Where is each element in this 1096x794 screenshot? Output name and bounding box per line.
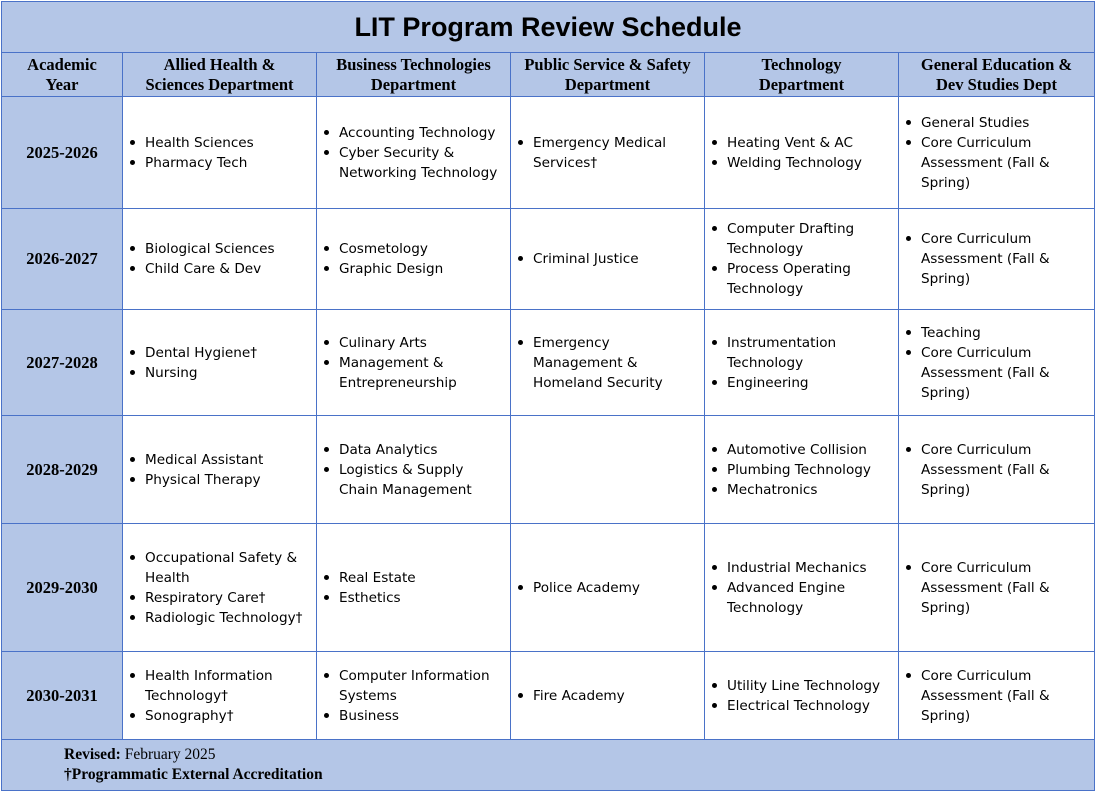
program-item: Occupational Safety & Health — [145, 548, 312, 588]
general-education-cell — [899, 97, 1095, 209]
business-tech-cell — [317, 310, 511, 416]
program-list — [705, 219, 898, 299]
page-title: LIT Program Review Schedule — [2, 2, 1095, 53]
business-tech-cell — [317, 652, 511, 740]
program-item: Dental Hygiene† — [145, 343, 312, 363]
program-item: Mechatronics — [727, 480, 894, 500]
program-list — [705, 676, 898, 716]
table-row — [2, 97, 1095, 209]
program-list — [899, 558, 1094, 618]
public-service-header — [511, 53, 705, 97]
allied-health-cell — [123, 652, 317, 740]
academic-year-cell: 2025-2026 — [2, 97, 123, 209]
program-item: Core Curriculum Assessment (Fall & Spring) — [921, 133, 1090, 193]
header-row — [2, 53, 1095, 97]
general-education-cell — [899, 416, 1095, 524]
general-education-cell — [899, 652, 1095, 740]
program-list — [899, 323, 1094, 403]
program-item: Advanced Engine Technology — [727, 578, 894, 618]
program-item: Biological Sciences — [145, 239, 312, 259]
program-item: Heating Vent & AC — [727, 133, 894, 153]
business-tech-cell — [317, 97, 511, 209]
program-list — [705, 133, 898, 173]
program-list — [317, 568, 510, 608]
program-item: Fire Academy — [533, 686, 700, 706]
program-item: Core Curriculum Assessment (Fall & Spring) — [921, 558, 1090, 618]
program-item: Police Academy — [533, 578, 700, 598]
academic-year-cell: 2026-2027 — [2, 209, 123, 310]
academic-year-header — [2, 53, 123, 97]
program-item: General Studies — [921, 113, 1090, 133]
program-list — [511, 249, 704, 269]
technology-cell — [705, 97, 899, 209]
technology-header — [705, 53, 899, 97]
program-item: Welding Technology — [727, 153, 894, 173]
program-list — [123, 133, 316, 173]
allied-health-header — [123, 53, 317, 97]
program-item: Esthetics — [339, 588, 506, 608]
header-line: Department — [758, 74, 845, 94]
program-item: Emergency Medical Services† — [533, 133, 700, 173]
business-tech-cell — [317, 209, 511, 310]
program-item: Core Curriculum Assessment (Fall & Spring) — [921, 343, 1090, 403]
program-item: Data Analytics — [339, 440, 506, 460]
footer-notes — [2, 740, 1095, 791]
program-item: Respiratory Care† — [145, 588, 312, 608]
program-item: Health Information Technology† — [145, 666, 312, 706]
program-item: Pharmacy Tech — [145, 153, 312, 173]
program-item: Radiologic Technology† — [145, 608, 312, 628]
program-item: Automotive Collision — [727, 440, 894, 460]
program-item: Core Curriculum Assessment (Fall & Spring) — [921, 440, 1090, 500]
business-tech-cell — [317, 416, 511, 524]
program-item: Physical Therapy — [145, 470, 312, 490]
table-row — [2, 652, 1095, 740]
program-item: Child Care & Dev — [145, 259, 312, 279]
program-item: Criminal Justice — [533, 249, 700, 269]
academic-year-cell: 2029-2030 — [2, 524, 123, 652]
program-list — [899, 440, 1094, 500]
program-item: Nursing — [145, 363, 312, 383]
header-line: Academic — [27, 54, 97, 74]
program-item: Electrical Technology — [727, 696, 894, 716]
general-education-cell — [899, 310, 1095, 416]
header-line: Technology — [761, 54, 842, 74]
program-item: Emergency Management & Homeland Security — [533, 333, 700, 393]
academic-year-cell: 2030-2031 — [2, 652, 123, 740]
header-line: Dev Studies Dept — [935, 74, 1057, 94]
program-item: Instrumentation Technology — [727, 333, 894, 373]
public-service-cell — [511, 97, 705, 209]
table-row — [2, 416, 1095, 524]
public-service-cell — [511, 209, 705, 310]
program-list — [123, 450, 316, 490]
program-list — [123, 548, 316, 628]
public-service-cell — [511, 416, 705, 524]
academic-year-cell: 2028-2029 — [2, 416, 123, 524]
public-service-cell — [511, 524, 705, 652]
public-service-cell — [511, 310, 705, 416]
program-list — [317, 666, 510, 726]
revised-date: February 2025 — [120, 746, 216, 763]
program-list — [705, 558, 898, 618]
program-item: Logistics & Supply Chain Management — [339, 460, 506, 500]
program-list — [317, 239, 510, 279]
technology-cell — [705, 416, 899, 524]
program-item: Core Curriculum Assessment (Fall & Spring) — [921, 666, 1090, 726]
general-education-cell — [899, 524, 1095, 652]
program-item: Process Operating Technology — [727, 259, 894, 299]
program-item: Plumbing Technology — [727, 460, 894, 480]
header-line: Allied Health & — [163, 54, 276, 74]
program-item: Industrial Mechanics — [727, 558, 894, 578]
program-item: Engineering — [727, 373, 894, 393]
public-service-cell — [511, 652, 705, 740]
program-item: Graphic Design — [339, 259, 506, 279]
program-item: Teaching — [921, 323, 1090, 343]
program-item: Real Estate — [339, 568, 506, 588]
header-line: Department — [564, 74, 651, 94]
program-item: Cyber Security & Networking Technology — [339, 143, 506, 183]
program-list — [511, 686, 704, 706]
program-item: Utility Line Technology — [727, 676, 894, 696]
header-line: Year — [45, 74, 79, 94]
general-education-cell — [899, 209, 1095, 310]
program-review-table — [1, 1, 1095, 791]
technology-cell — [705, 652, 899, 740]
program-item: Cosmetology — [339, 239, 506, 259]
program-list — [511, 133, 704, 173]
program-list — [317, 333, 510, 393]
program-list — [899, 113, 1094, 193]
program-list — [123, 239, 316, 279]
program-list — [511, 578, 704, 598]
technology-cell — [705, 310, 899, 416]
program-item: Management & Entrepreneurship — [339, 353, 506, 393]
technology-cell — [705, 209, 899, 310]
allied-health-cell — [123, 416, 317, 524]
table-row — [2, 524, 1095, 652]
program-item: Computer Drafting Technology — [727, 219, 894, 259]
header-line: Department — [370, 74, 457, 94]
program-item: Medical Assistant — [145, 450, 312, 470]
program-item: Core Curriculum Assessment (Fall & Spring) — [921, 229, 1090, 289]
program-list — [123, 343, 316, 383]
accreditation-note: †Programmatic External Accreditation — [64, 766, 323, 783]
table-row — [2, 310, 1095, 416]
program-list — [317, 440, 510, 500]
table-row — [2, 209, 1095, 310]
program-item: Health Sciences — [145, 133, 312, 153]
general-education-header — [899, 53, 1095, 97]
allied-health-cell — [123, 524, 317, 652]
business-tech-cell — [317, 524, 511, 652]
revised-label: Revised: — [64, 746, 121, 763]
program-list — [899, 666, 1094, 726]
academic-year-cell: 2027-2028 — [2, 310, 123, 416]
program-item: Computer Information Systems — [339, 666, 506, 706]
header-line: Sciences Department — [145, 74, 294, 94]
technology-cell — [705, 524, 899, 652]
allied-health-cell — [123, 310, 317, 416]
program-list — [705, 440, 898, 500]
program-list — [317, 123, 510, 183]
header-line: Business Technologies — [336, 54, 491, 74]
allied-health-cell — [123, 209, 317, 310]
header-line: General Education & — [920, 54, 1073, 74]
program-list — [705, 333, 898, 393]
program-item: Sonography† — [145, 706, 312, 726]
program-item: Culinary Arts — [339, 333, 506, 353]
program-list — [511, 333, 704, 393]
program-item: Business — [339, 706, 506, 726]
revised-line — [64, 745, 1094, 765]
program-item: Accounting Technology — [339, 123, 506, 143]
header-line: Public Service & Safety — [524, 54, 691, 74]
footer-row — [2, 740, 1095, 791]
business-tech-header — [317, 53, 511, 97]
program-list — [899, 229, 1094, 289]
program-list — [123, 666, 316, 726]
allied-health-cell — [123, 97, 317, 209]
